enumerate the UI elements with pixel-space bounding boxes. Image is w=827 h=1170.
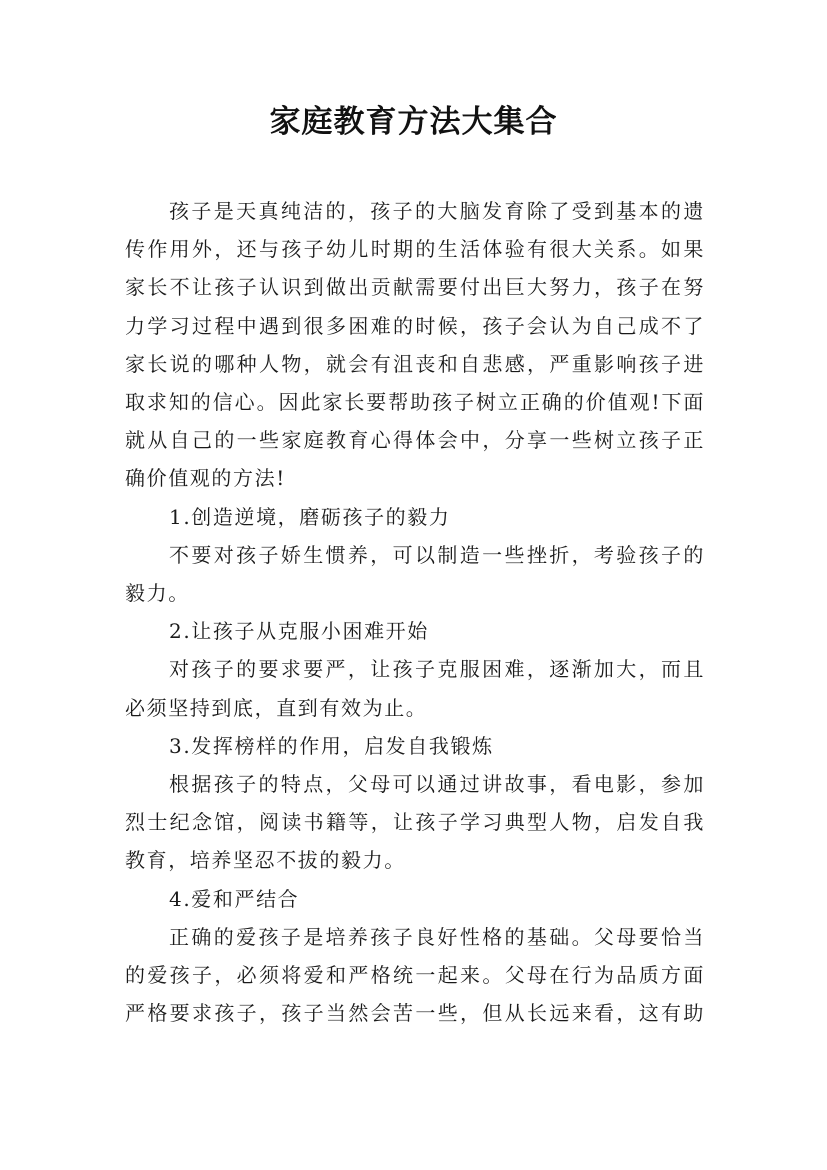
document-title: 家庭教育方法大集合 <box>269 104 558 140</box>
intro-paragraph: 孩子是天真纯洁的，孩子的大脑发育除了受到基本的遗传作用外，还与孩子幼儿时期的生活体验有很大关系。如果家长不让孩子认识到做出贡献需要付出巨大努力，孩子在努力学习过程中遇到很多困难的时候，孩子会认为自己成不了家长说的哪种人物，就会有沮丧和自悲感，严重影响孩子进取求知的信心。因此家长要帮助孩子树立正确的价值观!下面就从自己的一些家庭教育心得体会中，分享一些树立孩子正确价值观的方法! <box>125 199 705 491</box>
method-4-text: 正确的爱孩子是培养孩子良好性格的基础。父母要恰当的爱孩子，必须将爱和严格统一起来。父母在行为品质方面严格要求孩子，孩子当然会苦一些，但从长远来看，这有助 <box>125 924 705 1026</box>
method-1-text: 不要对孩子娇生惯养，可以制造一些挫折，考验孩子的毅力。 <box>125 542 705 606</box>
method-1-heading: 1.创造逆境，磨砺孩子的毅力 <box>169 504 451 529</box>
method-2-heading: 2.让孩子从克服小困难开始 <box>169 619 429 644</box>
method-3-heading: 3.发挥榜样的作用，启发自我锻炼 <box>169 733 494 758</box>
method-4-heading: 4.爱和严结合 <box>169 886 300 911</box>
method-2-text: 对孩子的要求要严，让孩子克服困难，逐渐加大，而且必须坚持到底，直到有效为止。 <box>125 657 705 720</box>
document-body <box>125 192 705 1032</box>
method-3-text: 根据孩子的特点，父母可以通过讲故事，看电影，参加烈士纪念馆，阅读书籍等，让孩子学习典型人物，启发自我教育，培养坚忍不拔的毅力。 <box>125 772 705 873</box>
